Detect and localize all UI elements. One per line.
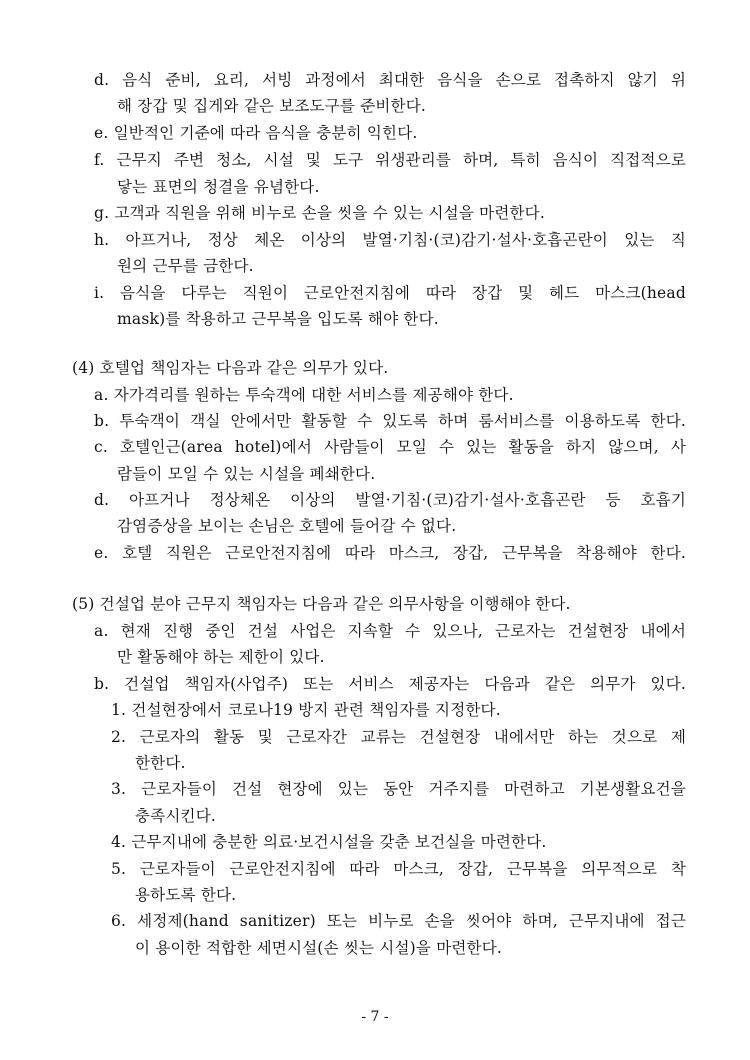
section-5-item-b: b. 건설업 책임자(사업주) 또는 서비스 제공자는 다음과 같은 의무가 있다. [94, 675, 686, 693]
section-5-heading: (5) 건설업 분야 근무지 책임자는 다음과 같은 의무사항을 이행해야 한다. [72, 595, 571, 613]
subitem-6-line-2: 이 용이한 적합한 세면시설(손 씻는 시설)을 마련한다. [135, 939, 503, 957]
section-4-heading: (4) 호텔업 책임자는 다음과 같은 의무가 있다. [72, 359, 389, 377]
section-4-item-e: e. 호텔 직원은 근로안전지침에 따라 마스크, 장갑, 근무복을 착용해야 한다. [94, 544, 686, 562]
section-5-item-a-line-2: 만 활동해야 하는 제한이 있다. [117, 648, 325, 666]
subitem-3-line-2: 충족시킨다. [135, 807, 216, 825]
item-e: e. 일반적인 기준에 따라 음식을 충분히 익힌다. [94, 124, 418, 142]
item-g: g. 고객과 직원을 위해 비누로 손을 씻을 수 있는 시설을 마련한다. [94, 204, 545, 222]
section-4-item-a: a. 자가격리를 원하는 투숙객에 대한 서비스를 제공해야 한다. [94, 386, 514, 404]
subitem-4: 4. 근무지내에 충분한 의료·보건시설을 갖춘 보건실을 마련한다. [111, 833, 547, 851]
section-4-item-b: b. 투숙객이 객실 안에서만 활동할 수 있도록 하며 룸서비스를 이용하도록 한다. [94, 412, 686, 430]
section-5-item-a-line-1: a. 현재 진행 중인 건설 사업은 지속할 수 있으나, 근로자는 건설현장 내에서 [94, 622, 686, 640]
subitem-3-line-1: 3. 근로자들이 건설 현장에 있는 동안 거주지를 마련하고 기본생활요건을 [111, 780, 686, 798]
page-number: - 7 - [361, 1009, 389, 1025]
subitem-2-line-2: 한한다. [135, 754, 186, 772]
item-d-line-2: 해 장갑 및 집게와 같은 보조도구를 준비한다. [117, 97, 427, 115]
item-f-line-2: 닿는 표면의 청결을 유념한다. [117, 178, 320, 196]
subitem-5-line-2: 용하도록 한다. [135, 886, 237, 904]
section-4-item-c-line-1: c. 호텔인근(area hotel)에서 사람들이 모일 수 있는 활동을 하지 않으며, 사 [94, 438, 686, 456]
section-4-item-c-line-2: 람들이 모일 수 있는 시설을 폐쇄한다. [117, 465, 376, 483]
item-d-line-1: d. 음식 준비, 요리, 서빙 과정에서 최대한 음식을 손으로 접촉하지 않기 위 [94, 71, 686, 89]
subitem-5-line-1: 5. 근로자들이 근로안전지침에 따라 마스크, 장갑, 근무복을 의무적으로 착 [111, 860, 686, 878]
section-4-item-d-line-2: 감염증상을 보이는 손님은 호텔에 들어갈 수 없다. [117, 517, 457, 535]
subitem-1: 1. 건설현장에서 코로나19 방지 관련 책임자를 지정한다. [111, 701, 501, 719]
subitem-2-line-1: 2. 근로자의 활동 및 근로자간 교류는 건설현장 내에서만 하는 것으로 제 [111, 728, 686, 746]
item-i-line-1: i. 음식을 다루는 직원이 근로안전지침에 따라 장갑 및 헤드 마스크(head [94, 284, 686, 302]
item-f-line-1: f. 근무지 주변 청소, 시설 및 도구 위생관리를 하며, 특히 음식이 직접적으로 [94, 151, 686, 169]
section-4-item-d-line-1: d. 아프거나 정상체온 이상의 발열·기침·(코)감기·설사·호흡곤란 등 호흡기 [94, 491, 686, 509]
item-i-line-2: mask)를 착용하고 근무복을 입도록 해야 한다. [117, 310, 439, 328]
item-h-line-1: h. 아프거나, 정상 체온 이상의 발열·기침·(코)감기·설사·호흡곤란이 있는 직 [94, 231, 686, 249]
item-h-line-2: 원의 근무를 금한다. [117, 257, 254, 275]
subitem-6-line-1: 6. 세정제(hand sanitizer) 또는 비누로 손을 씻어야 하며, 근무지내에 접근 [111, 912, 686, 930]
